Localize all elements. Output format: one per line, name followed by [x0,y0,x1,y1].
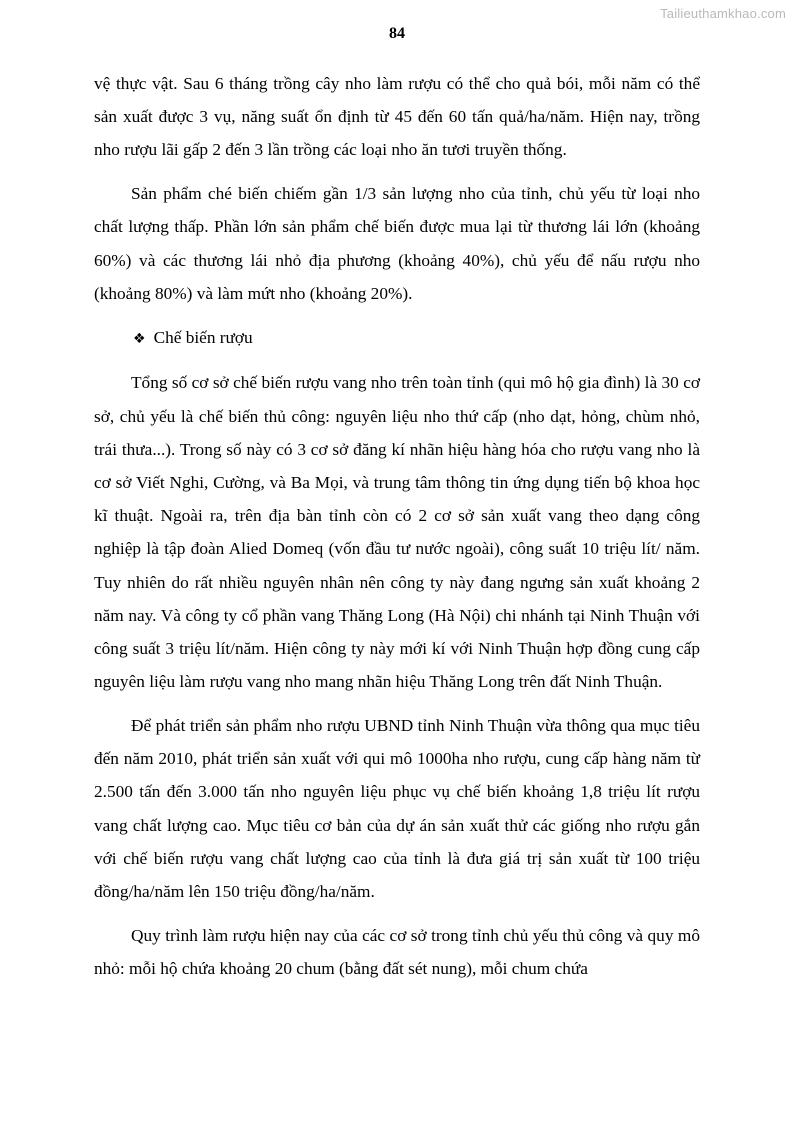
section-heading [94,321,700,356]
paragraph-wine-facilities: Tổng số cơ sở chế biến rượu vang nho trên toàn tỉnh (qui mô hộ gia đình) là 30 cơ sở, chủ yếu là chế biến thủ công: nguyên liệu nho thứ cấp (nho dạt, hỏng, chùm nhỏ, trái thưa...). Trong số này có 3 cơ sở đăng kí nhãn hiệu hàng hóa cho rượu vang nho là cơ sở Viết Nghi, Cường, và Ba Mọi, và trung tâm thông tin ứng dụng tiến bộ khoa học kĩ thuật. Ngoài ra, trên địa bàn tỉnh còn có 2 cơ sở sản xuất vang theo dạng công nghiệp là tập đoàn Alied Domeq (vốn đầu tư nước ngoài), công suất 10 triệu lít/ năm. Tuy nhiên do rất nhiều nguyên nhân nên công ty này đang ngưng sản xuất khoảng 2 năm nay. Và công ty cổ phần vang Thăng Long (Hà Nội) chi nhánh tại Ninh Thuận với công suất 3 triệu lít/năm. Hiện công ty này mới kí với Ninh Thuận hợp đồng cung cấp nguyên liệu làm rượu vang nho mang nhãn hiệu Thăng Long trên đất Ninh Thuận. [94,373,700,692]
paragraph-processed-products: Sản phẩm ché biến chiếm gần 1/3 sản lượng nho của tỉnh, chủ yếu từ loại nho chất lượng thấp. Phần lớn sản phẩm chế biến được mua lại từ thương lái lớn (khoảng 60%) và các thương lái nhỏ địa phương (khoảng 40%), chủ yếu để nấu rượu nho (khoảng 80%) và làm mứt nho (khoảng 20%). [94,184,700,303]
page-number: 84 [389,25,405,42]
watermark: Tailieuthamkhao.com [660,6,786,21]
paragraph-development-goals: Để phát triển sản phẩm nho rượu UBND tỉnh Ninh Thuận vừa thông qua mục tiêu đến năm 2010, phát triển sản xuất với qui mô 1000ha nho rượu, cung cấp hàng năm từ 2.500 tấn đến 3.000 tấn nho nguyên liệu phục vụ chế biến khoảng 1,8 triệu lít rượu vang chất lượng cao. Mục tiêu cơ bản của dự án sản xuất thử các giống nho rượu gắn với chế biến rượu vang chất lượng cao của tỉnh là đưa giá trị sản xuất từ 100 triệu đồng/ha/năm lên 150 triệu đồng/ha/năm. [94,716,700,902]
paragraph-production-process: Quy trình làm rượu hiện nay của các cơ sở trong tỉnh chủ yếu thủ công và quy mô nhỏ: mỗi hộ chứa khoảng 20 chum (bằng đất sét nung), mỗi chum chứa [94,925,700,979]
paragraph-continued: vệ thực vật. Sau 6 tháng trồng cây nho làm rượu có thể cho quả bói, mỗi năm có thể sản xuất được 3 vụ, năng suất ổn định từ 45 đến 60 tấn quả/ha/năm. Hiện nay, trồng nho rượu lãi gấp 2 đến 3 lần trồng các loại nho ăn tươi truyền thống. [94,74,700,160]
section-heading-text: Chế biến rượu [153,327,253,347]
diamond-bullet-icon: ❖ [133,330,146,347]
page-body [94,67,700,985]
